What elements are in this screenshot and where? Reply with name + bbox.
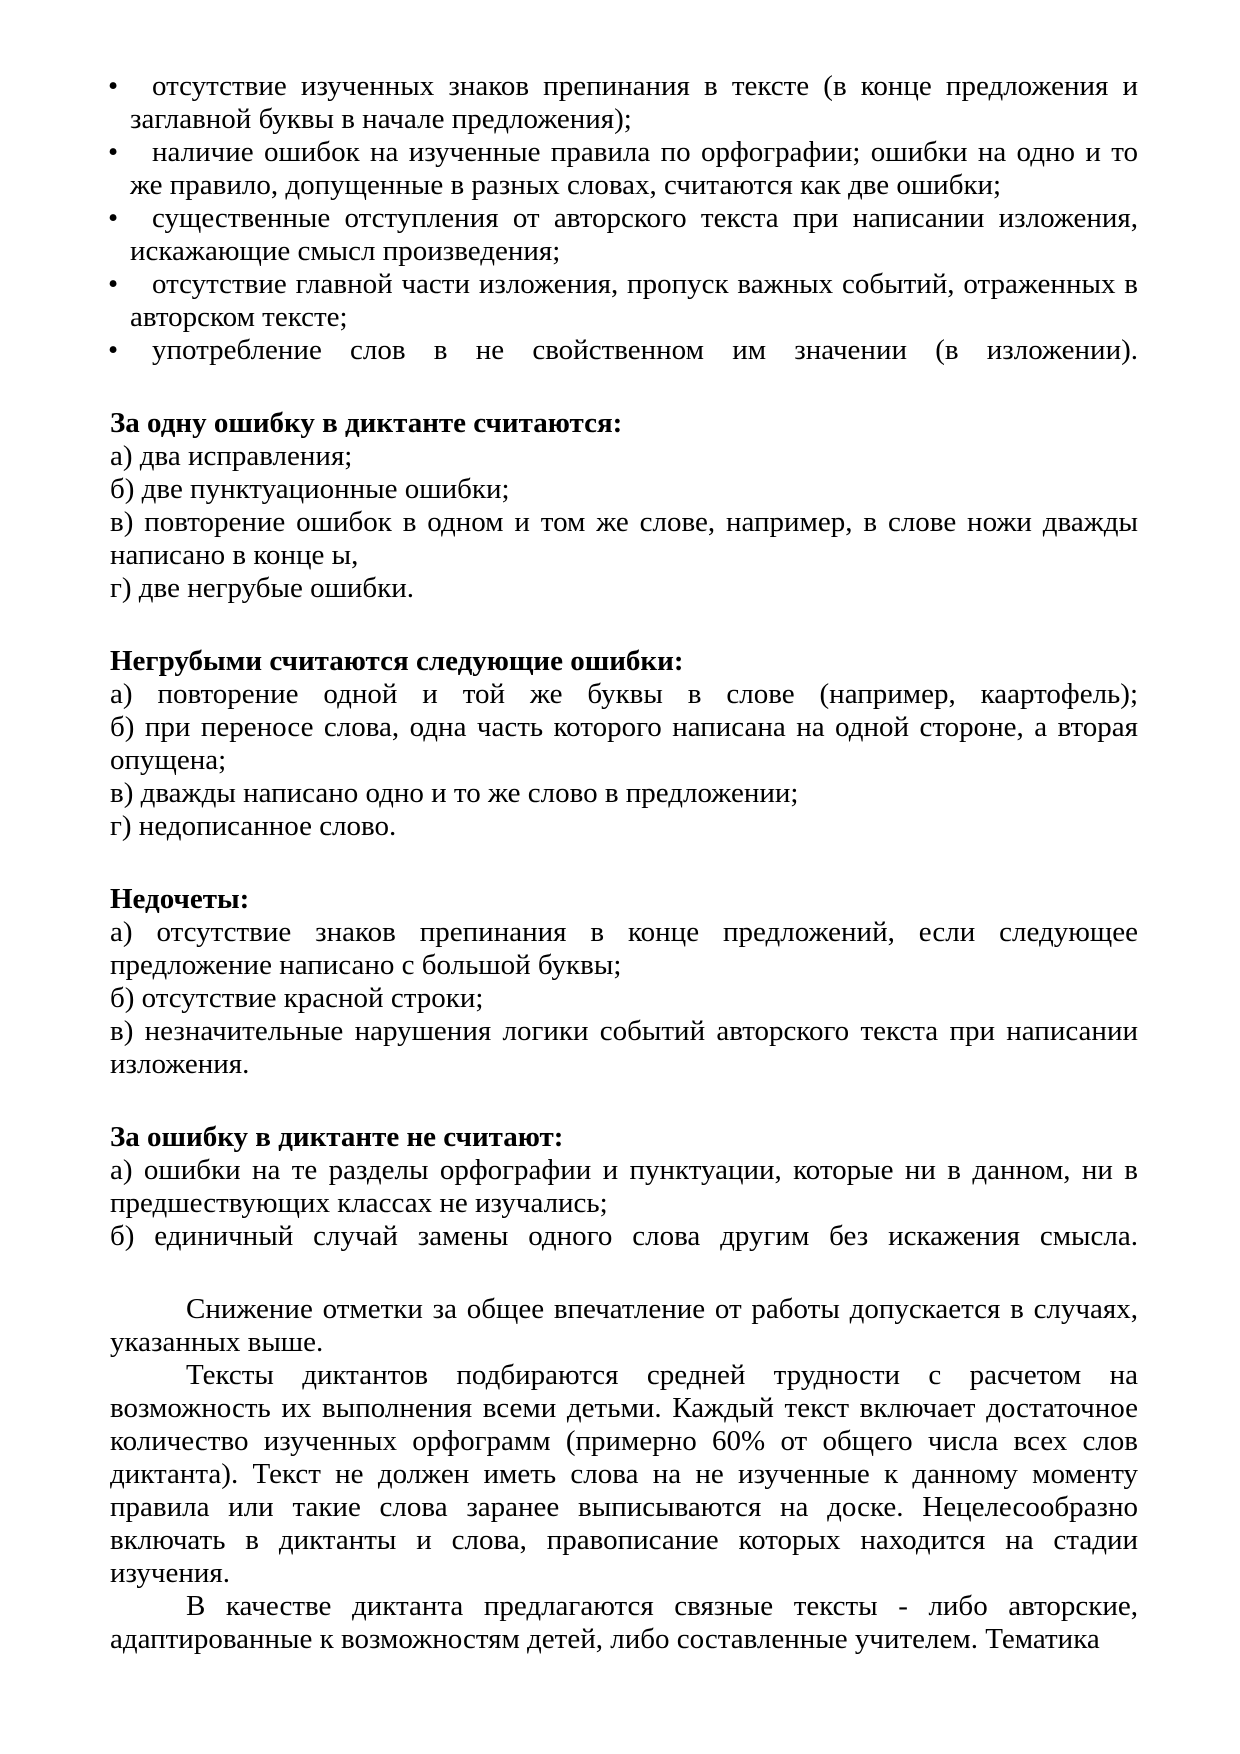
bullet-text: употребление слов в не свойственном им значении (в изложении). bbox=[152, 334, 1138, 366]
section-not-counted-as-error bbox=[110, 1121, 1138, 1253]
list-item: б) отсутствие красной строки; bbox=[110, 982, 484, 1014]
paragraph: Снижение отметки за общее впечатление от работы допускается в случаях, указанных выше. bbox=[110, 1293, 1138, 1358]
bullet-icon: • bbox=[108, 136, 119, 168]
list-item: г) две негрубые ошибки. bbox=[110, 572, 415, 604]
bullet-icon: • bbox=[108, 70, 119, 102]
section-heading: Негрубыми считаются следующие ошибки: bbox=[110, 645, 684, 677]
list-item: в) незначительные нарушения логики событий авторского текста при написании изложения. bbox=[110, 1015, 1138, 1080]
section-heading: За ошибку в диктанте не считают: bbox=[110, 1121, 564, 1153]
bullet-text: существенные отступления от авторского текста при написании изложения, искажающие смысл произведения; bbox=[130, 202, 1138, 267]
bullet-icon: • bbox=[108, 334, 119, 366]
list-item: а) отсутствие знаков препинания в конце предложений, если следующее предложение написано с большой буквы; bbox=[110, 916, 1138, 981]
bullet-item bbox=[108, 268, 1138, 334]
bullet-icon: • bbox=[108, 202, 119, 234]
paragraph: Тексты диктантов подбираются средней трудности с расчетом на возможность их выполнения всеми детьми. Каждый текст включает достаточное количество изученных орфограмм (примерно 60% от общего числа всех слов диктанта). Текст не должен иметь слова на не изученные к данному моменту правила или такие слова заранее выписываются на доске. Нецелесообразно включать в диктанты и слова, правописание которых находится на стадии изучения. bbox=[110, 1359, 1138, 1589]
list-item: а) ошибки на те разделы орфографии и пунктуации, которые ни в данном, ни в предшествующих классах не изучались; bbox=[110, 1154, 1138, 1219]
bullet-item bbox=[108, 202, 1138, 268]
list-item: б) две пунктуационные ошибки; bbox=[110, 473, 510, 505]
section-heading: За одну ошибку в диктанте считаются: bbox=[110, 407, 623, 439]
bullet-text: отсутствие главной части изложения, пропуск важных событий, отраженных в авторском тексте; bbox=[130, 268, 1138, 333]
list-item: в) дважды написано одно и то же слово в предложении; bbox=[110, 777, 799, 809]
section-minor-errors bbox=[110, 645, 1138, 843]
error-types-bullet-list bbox=[110, 70, 1138, 367]
list-item: б) единичный случай замены одного слова другим без искажения смысла. bbox=[110, 1220, 1138, 1252]
paragraph: В качестве диктанта предлагаются связные тексты - либо авторские, адаптированные к возможностям детей, либо составленные учителем. Тематика bbox=[110, 1590, 1138, 1655]
list-item: в) повторение ошибок в одном и том же слове, например, в слове ножи дважды написано в конце ы, bbox=[110, 506, 1138, 571]
list-item: а) два исправления; bbox=[110, 440, 353, 472]
bullet-text: наличие ошибок на изученные правила по орфографии; ошибки на одно и то же правило, допущенные в разных словах, считаются как две ошибки; bbox=[130, 136, 1138, 201]
section-shortcomings bbox=[110, 883, 1138, 1081]
list-item: б) при переносе слова, одна часть которого написана на одной стороне, а вторая опущена; bbox=[110, 711, 1138, 776]
list-item: а) повторение одной и той же буквы в слове (например, каартофель); bbox=[110, 678, 1138, 710]
section-one-error-in-dictation bbox=[110, 407, 1138, 605]
list-item: г) недописанное слово. bbox=[110, 810, 397, 842]
bullet-icon: • bbox=[108, 268, 119, 300]
section-heading: Недочеты: bbox=[110, 883, 250, 915]
bullet-item bbox=[108, 70, 1138, 136]
bullet-item bbox=[108, 334, 1138, 367]
bullet-item bbox=[108, 136, 1138, 202]
bullet-text: отсутствие изученных знаков препинания в тексте (в конце предложения и заглавной буквы в начале предложения); bbox=[130, 70, 1138, 135]
body-paragraphs bbox=[110, 1293, 1138, 1656]
